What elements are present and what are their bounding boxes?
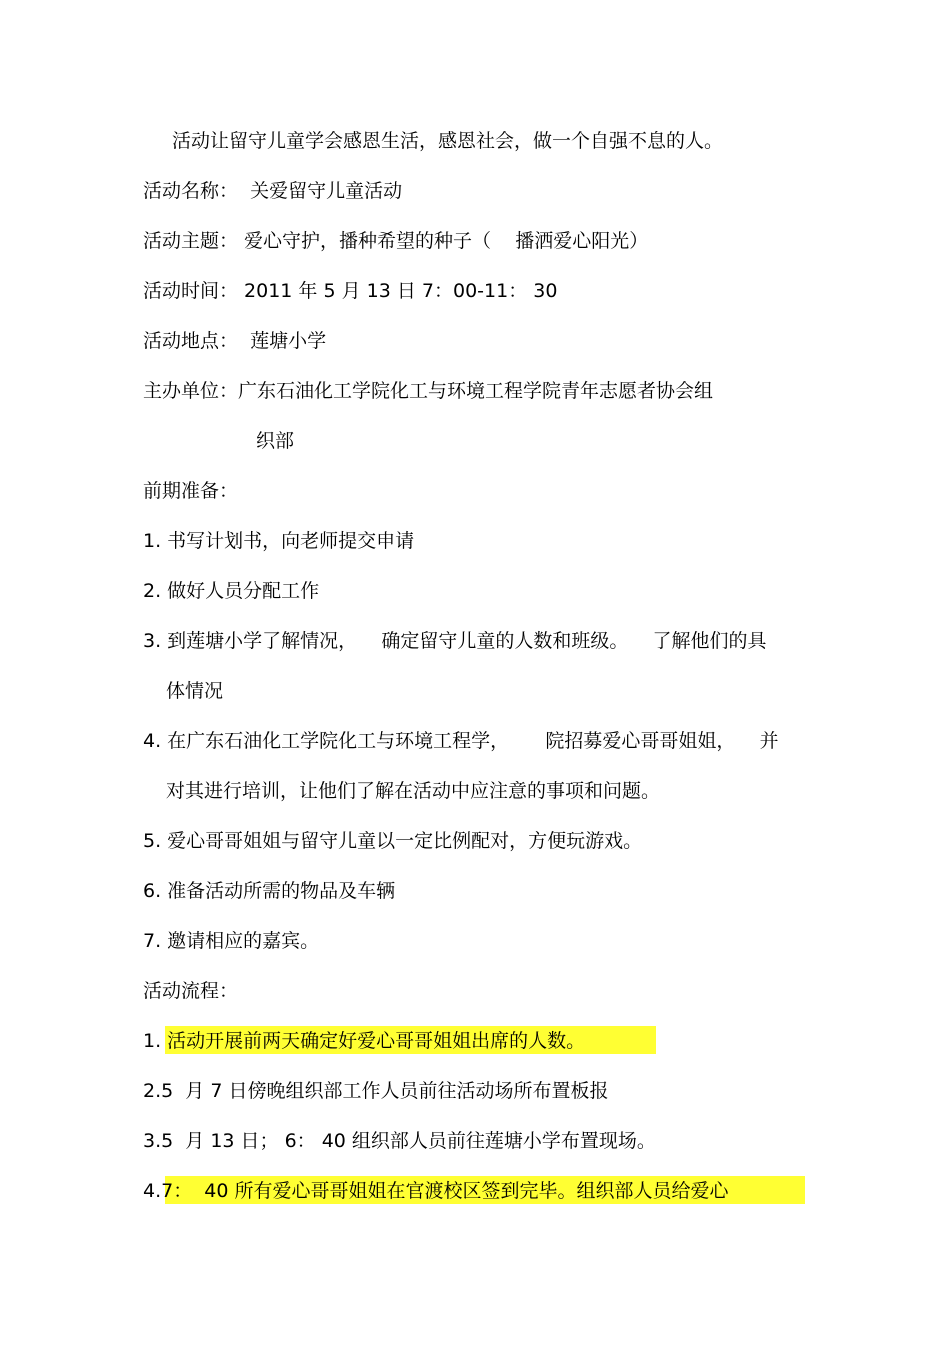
flow-heading: 活动流程： bbox=[143, 980, 239, 1002]
prep-item: 1. 书写计划书，向老师提交申请 bbox=[143, 530, 415, 552]
activity-organizer: 主办单位：广东石油化工学院化工与环境工程学院青年志愿者协会组 bbox=[143, 380, 714, 402]
prep-item: 6. 准备活动所需的物品及车辆 bbox=[143, 880, 396, 902]
prep-item: 3. 到莲塘小学了解情况， 确定留守儿童的人数和班级。 了解他们的具 bbox=[143, 630, 767, 652]
activity-theme: 活动主题： 爱心守护，播种希望的种子（ 播洒爱心阳光） bbox=[143, 230, 649, 252]
prep-item-continued: 体情况 bbox=[166, 680, 224, 702]
prep-item-continued: 对其进行培训，让他们了解在活动中应注意的事项和问题。 bbox=[166, 780, 661, 802]
flow-item-2: 2.5 月 7 日傍晚组织部工作人员前往活动场所布置板报 bbox=[143, 1080, 609, 1102]
flow-item-number: 4.7 bbox=[143, 1180, 174, 1202]
flow-item-1 bbox=[143, 1028, 585, 1054]
flow-item-highlighted-text: 活动开展前两天确定好爱心哥哥姐姐出席的人数。 bbox=[167, 1030, 586, 1052]
prep-item: 5. 爱心哥哥姐姐与留守儿童以一定比例配对，方便玩游戏。 bbox=[143, 830, 643, 852]
prep-item: 7. 邀请相应的嘉宾。 bbox=[143, 930, 320, 952]
prep-item: 2. 做好人员分配工作 bbox=[143, 580, 320, 602]
activity-time: 活动时间： 2011 年 5 月 13 日 7：00-11： 30 bbox=[143, 280, 558, 302]
prep-heading: 前期准备： bbox=[143, 480, 239, 502]
activity-organizer-continued: 织部 bbox=[256, 430, 295, 452]
flow-item-highlighted-text: ： 40 所有爱心哥哥姐姐在官渡校区签到完毕。组织部人员给爱心 bbox=[173, 1180, 729, 1202]
prep-item: 4. 在广东石油化工学院化工与环境工程学， 院招募爱心哥哥姐姐， 并 bbox=[143, 730, 779, 752]
flow-item-4 bbox=[143, 1178, 729, 1204]
flow-item-number: 1. bbox=[143, 1030, 168, 1052]
activity-place: 活动地点： 莲塘小学 bbox=[143, 330, 327, 352]
flow-item-3: 3.5 月 13 日； 6： 40 组织部人员前往莲塘小学布置现场。 bbox=[143, 1130, 656, 1152]
intro-line: 活动让留守儿童学会感恩生活，感恩社会，做一个自强不息的人。 bbox=[172, 130, 724, 152]
activity-name: 活动名称： 关爱留守儿童活动 bbox=[143, 180, 403, 202]
